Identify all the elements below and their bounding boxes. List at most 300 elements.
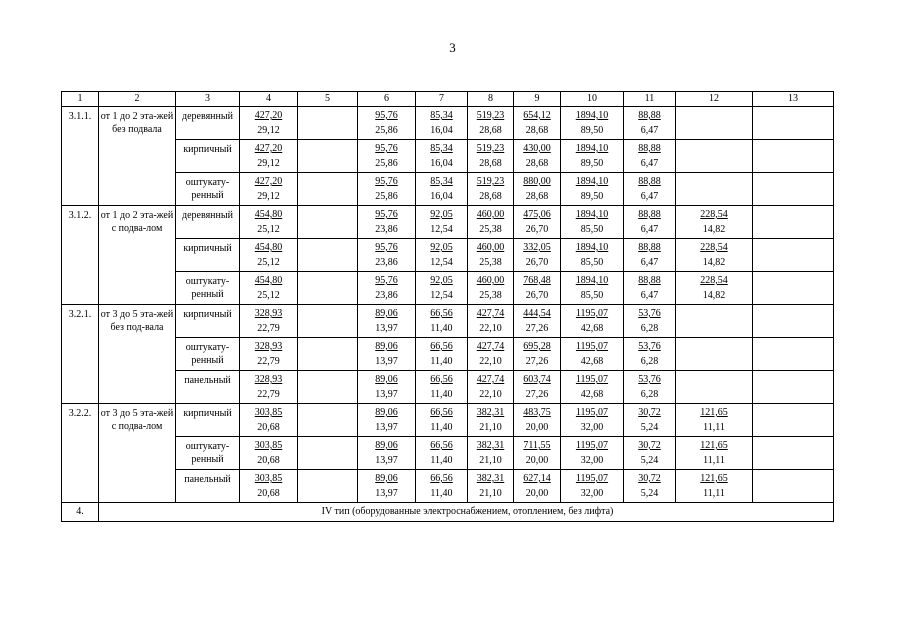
value-numerator: 454,80: [254, 209, 283, 220]
table-row: [62, 107, 834, 140]
value-cell: [624, 140, 676, 173]
value-denominator: 32,00: [580, 488, 604, 499]
value-cell: [514, 470, 561, 503]
value-numerator: 427,74: [476, 308, 505, 319]
value-denominator: 5,24: [640, 422, 659, 433]
value-denominator: 12,54: [430, 290, 453, 301]
value-denominator: 13,97: [375, 323, 398, 334]
value-cell: [514, 305, 561, 338]
value-denominator: 20,68: [257, 455, 280, 466]
value-cell: [298, 173, 358, 206]
value-cell: [624, 371, 676, 404]
value-cell: [416, 140, 468, 173]
value-numerator: 121,65: [700, 440, 728, 451]
value-denominator: 22,10: [479, 356, 502, 367]
value-denominator: 28,68: [525, 158, 549, 169]
value-denominator: 32,00: [580, 455, 604, 466]
value-cell: [358, 206, 416, 239]
value-cell: [676, 206, 753, 239]
rates-table: [61, 91, 834, 522]
value-numerator: 89,06: [375, 308, 398, 319]
value-cell: [298, 140, 358, 173]
value-denominator: 13,97: [375, 356, 398, 367]
value-numerator: 303,85: [254, 473, 283, 484]
value-cell: [298, 206, 358, 239]
value-denominator: 27,26: [525, 323, 549, 334]
value-denominator: 26,70: [525, 224, 549, 235]
value-cell: [240, 140, 298, 173]
value-denominator: 21,10: [479, 488, 502, 499]
value-denominator: 25,12: [257, 290, 280, 301]
value-cell: [676, 305, 753, 338]
header-cell: 12: [676, 92, 753, 107]
value-cell: [416, 371, 468, 404]
value-denominator: 26,70: [525, 290, 549, 301]
value-denominator: 14,82: [702, 257, 726, 268]
section-number: 3.1.1.: [62, 107, 99, 206]
value-denominator: 16,04: [430, 191, 453, 202]
value-denominator: 85,50: [580, 257, 604, 268]
value-denominator: 85,50: [580, 224, 604, 235]
value-numerator: 95,76: [375, 209, 398, 220]
value-cell: [468, 437, 514, 470]
value-numerator: 460,00: [476, 209, 505, 220]
value-denominator: 27,26: [525, 389, 549, 400]
value-numerator: 695,28: [523, 341, 551, 352]
value-cell: [358, 107, 416, 140]
value-cell: [240, 404, 298, 437]
value-denominator: 89,50: [580, 158, 604, 169]
value-denominator: 13,97: [375, 488, 398, 499]
value-cell: [468, 338, 514, 371]
value-cell: [240, 338, 298, 371]
value-numerator: 89,06: [375, 473, 398, 484]
value-cell: [416, 206, 468, 239]
value-cell: [468, 305, 514, 338]
value-cell: [468, 371, 514, 404]
value-denominator: 23,86: [375, 224, 398, 235]
value-cell: [358, 272, 416, 305]
header-cell: 1: [62, 92, 99, 107]
value-denominator: 20,00: [525, 422, 549, 433]
value-cell: [468, 140, 514, 173]
value-denominator: 23,86: [375, 290, 398, 301]
value-numerator: 460,00: [476, 275, 505, 286]
value-numerator: 66,56: [430, 407, 453, 418]
value-numerator: 30,72: [638, 440, 661, 451]
value-cell: [514, 371, 561, 404]
value-denominator: 28,68: [525, 191, 549, 202]
value-numerator: 328,93: [254, 308, 283, 319]
footer-text: IV тип (оборудованные электроснабжением, отоплением, без лифта): [99, 503, 834, 522]
value-denominator: 16,04: [430, 125, 453, 136]
value-cell: [561, 404, 624, 437]
value-cell: [624, 206, 676, 239]
value-denominator: 25,86: [375, 191, 398, 202]
wall-material: панельный: [176, 371, 240, 404]
value-cell: [624, 272, 676, 305]
value-numerator: 1894,10: [575, 110, 609, 121]
value-numerator: 880,00: [523, 176, 551, 187]
value-cell: [240, 371, 298, 404]
value-cell: [416, 239, 468, 272]
value-cell: [514, 437, 561, 470]
value-denominator: 12,54: [430, 224, 453, 235]
value-denominator: 42,68: [580, 389, 604, 400]
page-number: 3: [449, 40, 456, 55]
value-numerator: 1195,07: [575, 440, 609, 451]
value-numerator: 382,31: [476, 440, 505, 451]
value-denominator: 13,97: [375, 422, 398, 433]
value-denominator: 5,24: [640, 488, 659, 499]
value-cell: [753, 404, 834, 437]
value-denominator: 6,47: [640, 158, 659, 169]
value-numerator: 228,54: [700, 275, 728, 286]
value-denominator: 20,68: [257, 488, 280, 499]
value-cell: [676, 272, 753, 305]
value-cell: [298, 305, 358, 338]
wall-material: кирпичный: [176, 404, 240, 437]
value-cell: [753, 239, 834, 272]
value-cell: [298, 272, 358, 305]
table-row: [62, 206, 834, 239]
value-denominator: 89,50: [580, 125, 604, 136]
value-numerator: 454,80: [254, 275, 283, 286]
value-numerator: 427,20: [254, 143, 283, 154]
value-denominator: 29,12: [257, 125, 280, 136]
value-cell: [468, 206, 514, 239]
value-cell: [358, 470, 416, 503]
value-numerator: 85,34: [430, 176, 453, 187]
value-denominator: 28,68: [479, 158, 502, 169]
section-number: 3.2.1.: [62, 305, 99, 404]
value-numerator: 711,55: [523, 440, 551, 451]
value-denominator: 6,47: [640, 257, 659, 268]
value-cell: [676, 239, 753, 272]
value-numerator: 88,88: [638, 209, 661, 220]
value-numerator: 427,74: [476, 374, 505, 385]
value-numerator: 444,54: [523, 308, 551, 319]
value-denominator: 13,97: [375, 455, 398, 466]
value-denominator: 16,04: [430, 158, 453, 169]
value-numerator: 92,05: [430, 275, 453, 286]
value-denominator: 22,79: [257, 323, 280, 334]
value-cell: [514, 140, 561, 173]
value-numerator: 303,85: [254, 440, 283, 451]
value-cell: [753, 371, 834, 404]
value-numerator: 430,00: [523, 143, 551, 154]
value-cell: [240, 107, 298, 140]
value-cell: [358, 371, 416, 404]
header-cell: 2: [99, 92, 176, 107]
value-denominator: 13,97: [375, 389, 398, 400]
value-cell: [416, 470, 468, 503]
value-cell: [624, 173, 676, 206]
value-denominator: 42,68: [580, 356, 604, 367]
value-cell: [298, 437, 358, 470]
value-numerator: 92,05: [430, 209, 453, 220]
header-cell: 7: [416, 92, 468, 107]
value-cell: [298, 338, 358, 371]
value-denominator: 22,79: [257, 356, 280, 367]
value-cell: [561, 338, 624, 371]
value-denominator: 23,86: [375, 257, 398, 268]
value-numerator: 121,65: [700, 473, 728, 484]
table-row: [62, 470, 834, 503]
value-numerator: 228,54: [700, 242, 728, 253]
table-row: [62, 305, 834, 338]
value-denominator: 25,38: [479, 290, 502, 301]
value-numerator: 460,00: [476, 242, 505, 253]
value-cell: [240, 470, 298, 503]
value-numerator: 88,88: [638, 176, 661, 187]
value-cell: [468, 470, 514, 503]
value-cell: [624, 239, 676, 272]
value-denominator: 11,40: [430, 389, 453, 400]
value-cell: [468, 404, 514, 437]
value-denominator: 11,40: [430, 323, 453, 334]
value-cell: [298, 404, 358, 437]
value-denominator: 29,12: [257, 191, 280, 202]
value-cell: [753, 140, 834, 173]
value-denominator: 11,40: [430, 455, 453, 466]
value-denominator: 6,47: [640, 125, 659, 136]
value-numerator: 454,80: [254, 242, 283, 253]
value-numerator: 1894,10: [575, 143, 609, 154]
value-cell: [561, 239, 624, 272]
value-cell: [240, 239, 298, 272]
value-cell: [468, 173, 514, 206]
header-cell: 13: [753, 92, 834, 107]
value-numerator: 427,20: [254, 110, 283, 121]
value-denominator: 21,10: [479, 422, 502, 433]
value-denominator: 32,00: [580, 422, 604, 433]
value-denominator: 6,47: [640, 191, 659, 202]
value-denominator: 6,28: [640, 356, 659, 367]
value-cell: [298, 371, 358, 404]
value-cell: [624, 107, 676, 140]
value-cell: [358, 338, 416, 371]
value-cell: [561, 173, 624, 206]
value-cell: [561, 305, 624, 338]
value-numerator: 121,65: [700, 407, 728, 418]
value-cell: [753, 173, 834, 206]
value-numerator: 228,54: [700, 209, 728, 220]
value-cell: [753, 338, 834, 371]
value-numerator: 95,76: [375, 176, 398, 187]
value-cell: [416, 404, 468, 437]
value-cell: [753, 470, 834, 503]
value-numerator: 1195,07: [575, 473, 609, 484]
value-cell: [416, 338, 468, 371]
value-cell: [676, 107, 753, 140]
value-cell: [676, 404, 753, 437]
value-cell: [561, 140, 624, 173]
value-cell: [514, 338, 561, 371]
value-numerator: 89,06: [375, 341, 398, 352]
header-cell: 10: [561, 92, 624, 107]
value-denominator: 25,86: [375, 158, 398, 169]
header-cell: 8: [468, 92, 514, 107]
value-denominator: 25,86: [375, 125, 398, 136]
value-cell: [676, 371, 753, 404]
table-row: [62, 338, 834, 371]
value-cell: [514, 239, 561, 272]
value-cell: [676, 437, 753, 470]
header-cell: 9: [514, 92, 561, 107]
value-cell: [240, 305, 298, 338]
value-numerator: 30,72: [638, 473, 661, 484]
header-cell: 5: [298, 92, 358, 107]
value-numerator: 66,56: [430, 374, 453, 385]
table-row: [62, 272, 834, 305]
value-cell: [753, 107, 834, 140]
value-numerator: 1195,07: [575, 374, 609, 385]
value-denominator: 22,79: [257, 389, 280, 400]
value-numerator: 88,88: [638, 110, 661, 121]
footer-number: 4.: [62, 503, 99, 522]
value-denominator: 6,47: [640, 290, 659, 301]
value-numerator: 303,85: [254, 407, 283, 418]
header-row: [62, 92, 834, 107]
value-numerator: 95,76: [375, 143, 398, 154]
value-cell: [468, 239, 514, 272]
value-denominator: 6,28: [640, 323, 659, 334]
value-cell: [468, 272, 514, 305]
value-denominator: 11,11: [703, 488, 725, 499]
value-numerator: 519,23: [476, 110, 505, 121]
value-numerator: 30,72: [638, 407, 661, 418]
value-numerator: 1894,10: [575, 176, 609, 187]
value-cell: [358, 437, 416, 470]
value-denominator: 26,70: [525, 257, 549, 268]
table-row: [62, 437, 834, 470]
value-numerator: 427,74: [476, 341, 505, 352]
wall-material: деревянный: [176, 206, 240, 239]
value-cell: [358, 404, 416, 437]
value-denominator: 21,10: [479, 455, 502, 466]
value-denominator: 11,40: [430, 422, 453, 433]
value-cell: [561, 371, 624, 404]
table-row: [62, 173, 834, 206]
value-numerator: 768,48: [523, 275, 551, 286]
value-cell: [753, 437, 834, 470]
value-numerator: 382,31: [476, 473, 505, 484]
wall-material: кирпичный: [176, 305, 240, 338]
header-cell: 11: [624, 92, 676, 107]
value-numerator: 89,06: [375, 407, 398, 418]
value-cell: [753, 272, 834, 305]
value-cell: [358, 239, 416, 272]
value-denominator: 14,82: [702, 290, 726, 301]
table-row: [62, 371, 834, 404]
wall-material: панельный: [176, 470, 240, 503]
value-numerator: 89,06: [375, 374, 398, 385]
value-numerator: 328,93: [254, 341, 283, 352]
table-row: [62, 404, 834, 437]
value-numerator: 85,34: [430, 110, 453, 121]
value-denominator: 12,54: [430, 257, 453, 268]
wall-material: оштукату-ренный: [176, 173, 240, 206]
value-denominator: 25,38: [479, 224, 502, 235]
value-denominator: 6,47: [640, 224, 659, 235]
value-denominator: 20,00: [525, 455, 549, 466]
value-cell: [358, 305, 416, 338]
value-numerator: 89,06: [375, 440, 398, 451]
value-cell: [624, 470, 676, 503]
value-numerator: 95,76: [375, 242, 398, 253]
value-denominator: 20,00: [525, 488, 549, 499]
value-numerator: 519,23: [476, 176, 505, 187]
value-numerator: 88,88: [638, 275, 661, 286]
value-numerator: 654,12: [523, 110, 551, 121]
value-cell: [240, 272, 298, 305]
value-cell: [416, 107, 468, 140]
value-cell: [624, 305, 676, 338]
value-denominator: 14,82: [702, 224, 726, 235]
value-numerator: 1195,07: [575, 308, 609, 319]
value-denominator: 11,40: [430, 488, 453, 499]
table-row: [62, 140, 834, 173]
value-cell: [753, 305, 834, 338]
section-number: 3.1.2.: [62, 206, 99, 305]
wall-material: оштукату-ренный: [176, 272, 240, 305]
value-denominator: 89,50: [580, 191, 604, 202]
value-denominator: 22,10: [479, 323, 502, 334]
value-numerator: 85,34: [430, 143, 453, 154]
value-numerator: 92,05: [430, 242, 453, 253]
value-denominator: 27,26: [525, 356, 549, 367]
building-type: от 3 до 5 эта-жей с подва-лом: [99, 404, 176, 503]
value-cell: [298, 239, 358, 272]
value-numerator: 66,56: [430, 308, 453, 319]
value-cell: [676, 140, 753, 173]
value-numerator: 627,14: [523, 473, 551, 484]
value-cell: [676, 338, 753, 371]
value-numerator: 88,88: [638, 143, 661, 154]
value-cell: [753, 206, 834, 239]
value-denominator: 28,68: [525, 125, 549, 136]
value-numerator: 475,06: [523, 209, 551, 220]
value-numerator: 66,56: [430, 341, 453, 352]
value-denominator: 29,12: [257, 158, 280, 169]
value-cell: [468, 107, 514, 140]
value-cell: [358, 140, 416, 173]
value-numerator: 382,31: [476, 407, 505, 418]
value-numerator: 66,56: [430, 440, 453, 451]
value-denominator: 25,38: [479, 257, 502, 268]
value-denominator: 42,68: [580, 323, 604, 334]
value-numerator: 1195,07: [575, 341, 609, 352]
building-type: от 1 до 2 эта-жей с подва-лом: [99, 206, 176, 305]
value-numerator: 53,76: [638, 308, 661, 319]
value-numerator: 1894,10: [575, 242, 609, 253]
building-type: от 3 до 5 эта-жей без под-вала: [99, 305, 176, 404]
value-numerator: 1894,10: [575, 275, 609, 286]
wall-material: оштукату-ренный: [176, 437, 240, 470]
value-numerator: 1894,10: [575, 209, 609, 220]
value-denominator: 6,28: [640, 389, 659, 400]
wall-material: кирпичный: [176, 140, 240, 173]
value-denominator: 20,68: [257, 422, 280, 433]
value-numerator: 95,76: [375, 110, 398, 121]
section-number: 3.2.2.: [62, 404, 99, 503]
value-cell: [514, 173, 561, 206]
value-denominator: 11,40: [430, 356, 453, 367]
table-row: [62, 239, 834, 272]
value-cell: [624, 338, 676, 371]
building-type: от 1 до 2 эта-жей без подвала: [99, 107, 176, 206]
